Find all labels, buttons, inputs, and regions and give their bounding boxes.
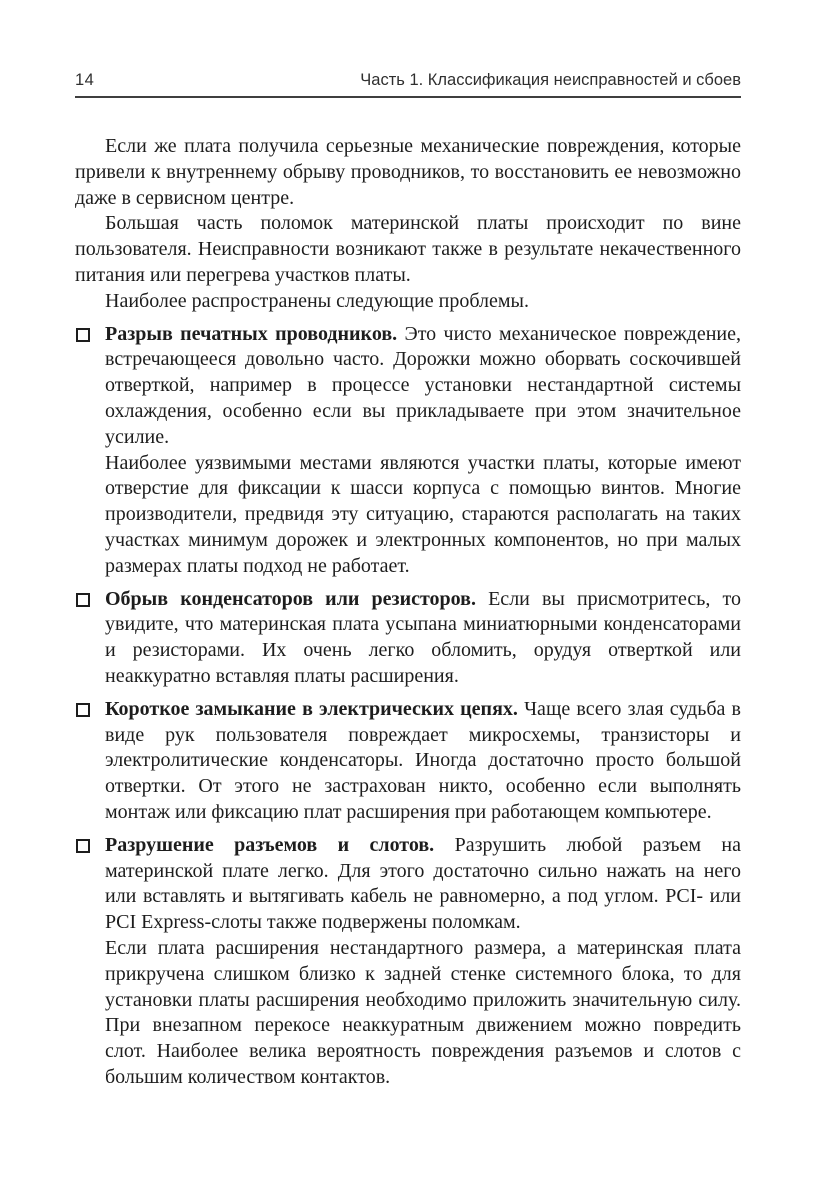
list-item-lead [105,587,741,690]
problem-list [75,322,741,1091]
list-item-broken-capacitors [75,587,741,690]
list-item-title: Обрыв конденсаторов или резисторов. [105,587,476,610]
list-item-text: Разрушить любой разъем на материнской плате легко. Для этого достаточно сильно нажать на него или вставлять и вытягивать кабель не равномерно, а под углом. PCI- или PCI Express-слоты также подвержены поломкам. [105,833,742,934]
list-item-lead [105,322,741,451]
list-item-lead [105,697,741,826]
page-number: 14 [75,71,95,89]
list-item-short-circuit [75,697,741,826]
list-item-extra-paragraph: Если плата расширения нестандартного размера, а материнская плата прикручена слишком близко к задней стенке системного блока, то для установки платы расширения необходимо приложить значительную силу. При внезапном перекосе неаккуратным движением можно повредить слот. Наиболее велика вероятность повреждения разъемов и слотов с большим количеством контактов. [105,936,741,1088]
bullet-square-icon [76,703,90,717]
list-item-title: Короткое замыкание в электрических цепях. [105,697,518,720]
page-content [75,0,741,1091]
bullet-square-icon [76,839,90,853]
paragraph-intro-3: Наиболее распространены следующие проблемы. [105,289,529,312]
paragraph-intro-1: Если же плата получила серьезные механические повреждения, которые привели к внутреннему обрыву проводников, то восстановить ее невозможно даже в сервисном центре. [75,135,741,209]
bullet-square-icon [76,593,90,607]
list-item-extra-paragraph: Наиболее уязвимыми местами являются участки платы, которые имеют отверстие для фиксации к шасси корпуса с помощью винтов. Многие производители, предвидя эту ситуацию, стараются располагать на таких участках минимум дорожек и электронных компонентов, но при малых размерах платы подход не работает. [105,451,741,577]
list-item-text: Это чисто механическое повреждение, встречающееся довольно часто. Дорожки можно оборвать соскочившей отверткой, например в процессе установки нестандартной системы охлаждения, особенно если вы прикладываете при этом значительное усилие. [105,322,741,448]
header-rule [75,96,741,98]
bullet-square-icon [76,328,90,342]
list-item-title: Разрыв печатных проводников. [105,322,398,345]
page-body [75,134,741,1091]
list-item-lead [105,833,741,936]
running-head-title: Часть 1. Классификация неисправностей и сбоев [360,71,741,89]
list-item-broken-traces [75,322,741,580]
paragraph-intro-2: Большая часть поломок материнской платы происходит по вине пользователя. Неисправности возникают также в результате некачественного питания или перегрева участков платы. [75,212,741,286]
list-item-text: Если вы присмотритесь, то увидите, что материнская плата усыпана миниатюрными конденсаторами и резисторами. Их очень легко обломить, орудуя отверткой или неаккуратно вставляя платы расширения. [105,587,741,687]
list-item-title: Разрушение разъемов и слотов. [105,833,435,856]
page-header [75,0,741,90]
list-item-broken-connectors [75,833,741,1091]
list-item-text: Чаще всего злая судьба в виде рук пользователя повреждает микросхемы, транзисторы и электролитические конденсаторы. Иногда достаточно просто большой отвертки. От этого не застрахован никто, особенно если выполнять монтаж или фиксацию плат расширения при работающем компьютере. [105,697,742,823]
